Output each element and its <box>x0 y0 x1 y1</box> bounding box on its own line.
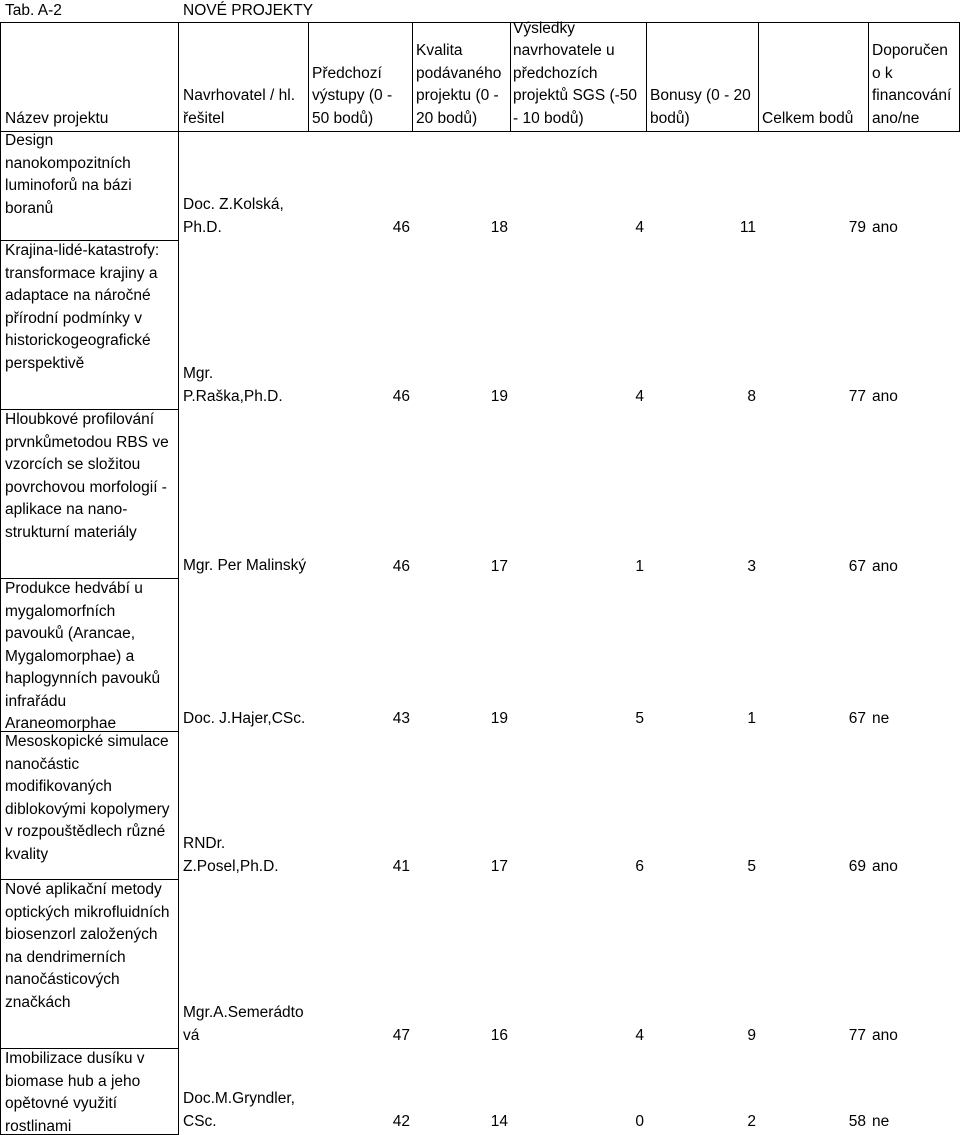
recommended-cell: ano <box>872 388 898 405</box>
bonus-cell: 8 <box>747 388 756 405</box>
table-row <box>5 879 173 1048</box>
sgs-results-cell: 0 <box>635 1113 644 1130</box>
bonus-cell: 11 <box>739 219 756 236</box>
sgs-results-cell: 4 <box>635 219 644 236</box>
quality-cell: 14 <box>490 1113 508 1130</box>
bonus-cell: 5 <box>747 858 756 875</box>
header-recommended: Doporučen o k financování ano/ne <box>872 42 952 127</box>
sgs-results-cell: 4 <box>635 388 644 405</box>
applicant-cell: Mgr. P.Raška,Ph.D. <box>183 365 283 405</box>
total-cell: 67 <box>848 558 866 575</box>
recommended-cell: ne <box>872 710 890 727</box>
prior-outputs-cell: 41 <box>392 858 410 875</box>
total-cell: 58 <box>848 1113 866 1130</box>
applicant-cell: Doc. J.Hajer,CSc. <box>183 709 306 727</box>
sgs-results-cell: 1 <box>635 558 644 575</box>
bonus-cell: 3 <box>747 558 756 575</box>
header-applicant: Navrhovatel / hl. řešitel <box>183 87 295 127</box>
recommended-cell: ne <box>872 1113 890 1130</box>
prior-outputs-cell: 46 <box>392 558 410 575</box>
total-cell: 67 <box>848 710 866 727</box>
header-name: Název projektu <box>5 109 109 127</box>
prior-outputs-cell: 43 <box>392 710 410 727</box>
bonus-cell: 1 <box>747 710 756 727</box>
applicant-cell: Mgr. Per Malinský <box>183 556 307 574</box>
header-bonus: Bonusy (0 - 20 bodů) <box>650 87 751 127</box>
recommended-cell: ano <box>872 858 898 875</box>
applicant-cell: Doc. Z.Kolská, Ph.D. <box>183 196 284 236</box>
table-title: NOVÉ PROJEKTY <box>183 2 314 19</box>
total-cell: 77 <box>848 388 866 405</box>
grid-line <box>758 22 759 131</box>
header-quality: Kvalita podávaného projektu (0 - 20 bodů) <box>416 42 502 127</box>
quality-cell: 17 <box>490 558 508 575</box>
quality-cell: 17 <box>490 858 508 875</box>
prior-outputs-cell: 42 <box>392 1113 410 1130</box>
project-name: Nové aplikační metody optických mikrofluidních biosenzorl založených na dendrimerních nanočásticových značkách <box>5 881 170 1011</box>
table-row <box>5 130 173 240</box>
project-name: Krajina-lidé-katastrofy: transformace krajiny a adaptace na náročné přírodní podmínky v historickogeografické perspektivě <box>5 242 160 372</box>
sgs-results-cell: 5 <box>635 710 644 727</box>
bonus-cell: 2 <box>747 1113 756 1130</box>
grid-line <box>412 22 413 131</box>
grid-line <box>510 22 511 131</box>
header-total: Celkem bodů <box>762 109 854 127</box>
project-name: Design nanokompozitních luminoforů na bázi boranů <box>5 132 132 217</box>
applicant-cell: RNDr. Z.Posel,Ph.D. <box>183 835 279 875</box>
table-row <box>5 409 173 578</box>
table-label: Tab. A-2 <box>5 2 62 19</box>
grid-line <box>308 22 309 131</box>
recommended-cell: ano <box>872 558 898 575</box>
recommended-cell: ano <box>872 219 898 236</box>
table-row <box>5 731 173 879</box>
recommended-cell: ano <box>872 1027 898 1044</box>
total-cell: 77 <box>848 1027 866 1044</box>
quality-cell: 19 <box>490 710 508 727</box>
quality-cell: 19 <box>490 388 508 405</box>
table-row <box>5 578 173 731</box>
grid-line <box>178 22 179 1135</box>
applicant-cell: Mgr.A.Semerádtová <box>183 1004 304 1044</box>
header-sgs-results: Výsledky navrhovatele u předchozích projektů SGS (-50 - 10 bodů) <box>513 19 638 127</box>
project-name: Produkce hedvábí u mygalomorfních pavouků (Arancae, Mygalomorphae) a haplogynních pavouků infrařádu Araneomorphae <box>5 580 161 731</box>
bonus-cell: 9 <box>747 1027 756 1044</box>
sgs-results-cell: 6 <box>635 858 644 875</box>
grid-line <box>868 22 869 131</box>
total-cell: 69 <box>848 858 866 875</box>
header-prior-outputs: Předchozí výstupy (0 - 50 bodů) <box>312 64 393 127</box>
project-name: Imobilizace dusíku v biomase hub a jeho opětovné využití rostlinami <box>5 1050 145 1134</box>
project-name: Hloubkové profilování prvnkůmetodou RBS ve vzorcích se složitou povrchovou morfologií - aplikace na nano-strukturní materiály <box>5 411 169 541</box>
table-row <box>5 240 173 409</box>
prior-outputs-cell: 47 <box>392 1027 410 1044</box>
grid-line <box>646 22 647 131</box>
quality-cell: 18 <box>490 219 508 236</box>
table-row <box>5 1048 173 1134</box>
total-cell: 79 <box>848 219 866 236</box>
prior-outputs-cell: 46 <box>392 219 410 236</box>
project-name: Mesoskopické simulace nanočástic modifikovaných diblokovými kopolymery v rozpouštědlech různé kvality <box>5 733 170 863</box>
quality-cell: 16 <box>490 1027 508 1044</box>
sgs-results-cell: 4 <box>635 1027 644 1044</box>
applicant-cell: Doc.M.Gryndler, CSc. <box>183 1090 295 1130</box>
prior-outputs-cell: 46 <box>392 388 410 405</box>
